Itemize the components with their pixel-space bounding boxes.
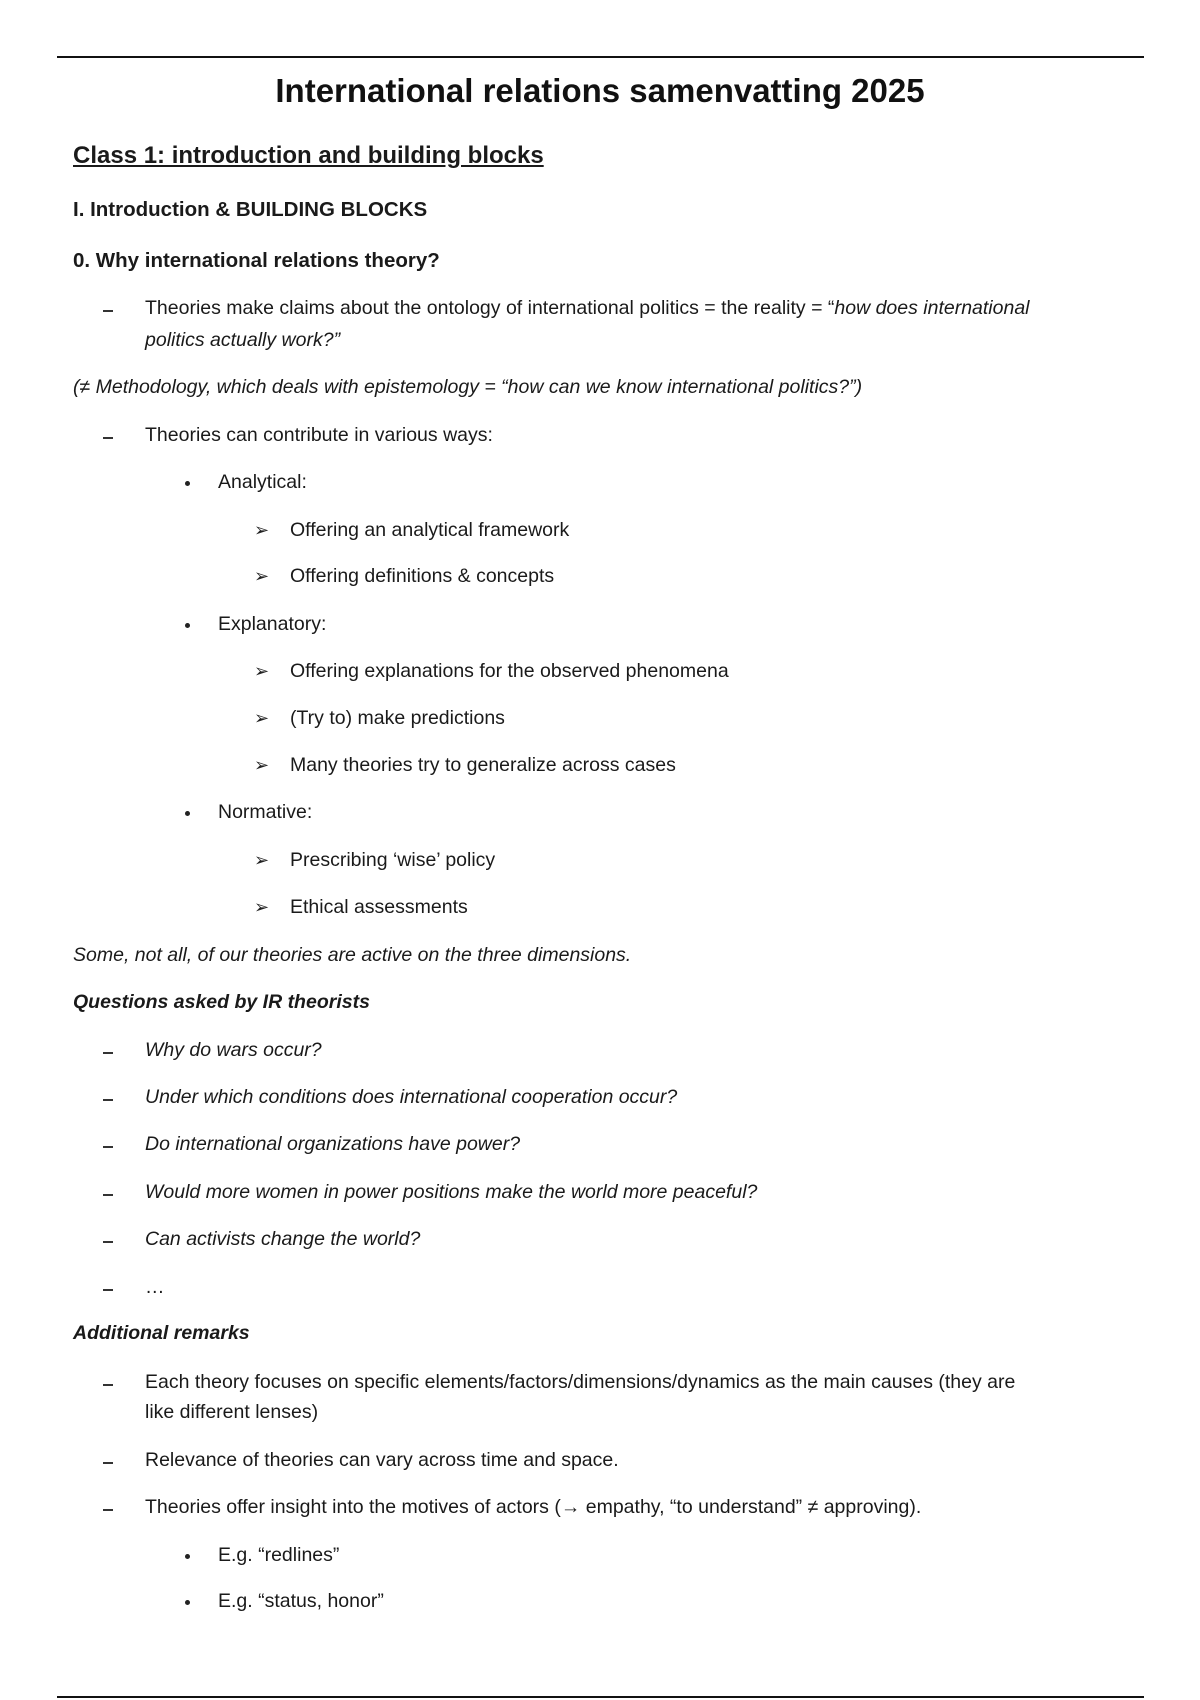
question-item: Why do wars occur?	[145, 1039, 322, 1061]
arrow-bullet-icon: ➢	[254, 708, 270, 728]
arrow-bullet-icon: ➢	[254, 661, 270, 681]
question-item: Would more women in power positions make the world more peaceful?	[145, 1181, 758, 1203]
list-item: (Try to) make predictions	[290, 707, 505, 729]
dimensions-note: Some, not all, of our theories are active on the three dimensions.	[73, 944, 632, 966]
questions-heading: Questions asked by IR theorists	[73, 991, 370, 1013]
dash-bullet-icon	[103, 1384, 113, 1386]
arrow-bullet-icon: ➢	[254, 897, 270, 917]
contribute-intro: Theories can contribute in various ways:	[145, 424, 493, 446]
dot-bullet-icon	[185, 811, 190, 816]
list-item: Offering definitions & concepts	[290, 565, 555, 587]
list-item: Offering explanations for the observed phenomena	[290, 660, 729, 682]
dash-bullet-icon	[103, 310, 113, 312]
dot-bullet-icon	[185, 1600, 190, 1605]
dash-bullet-icon	[103, 1462, 113, 1464]
arrow-bullet-icon: ➢	[254, 566, 270, 586]
dash-bullet-icon	[103, 1146, 113, 1148]
example-item: E.g. “redlines”	[218, 1544, 340, 1566]
list-item: Many theories try to generalize across cases	[290, 754, 676, 776]
dash-bullet-icon	[103, 1052, 113, 1054]
dot-bullet-icon	[185, 481, 190, 486]
dash-bullet-icon	[103, 1509, 113, 1511]
question-item: …	[145, 1276, 165, 1298]
document-title: International relations samenvatting 2025	[275, 72, 925, 109]
dash-bullet-icon	[103, 1194, 113, 1196]
normative-label: Normative:	[218, 801, 313, 823]
list-item: Prescribing ‘wise’ policy	[290, 849, 496, 871]
dash-bullet-icon	[103, 1099, 113, 1101]
example-item: E.g. “status, honor”	[218, 1590, 384, 1612]
explanatory-label: Explanatory:	[218, 613, 327, 635]
dot-bullet-icon	[185, 623, 190, 628]
question-item: Under which conditions does international cooperation occur?	[145, 1086, 678, 1108]
remark-item-line-2: like different lenses)	[145, 1401, 319, 1423]
list-item: Ethical assessments	[290, 896, 468, 918]
section-heading: I. Introduction & BUILDING BLOCKS	[73, 198, 428, 221]
remark-item: Relevance of theories can vary across time and space.	[145, 1449, 619, 1471]
question-item: Can activists change the world?	[145, 1228, 421, 1250]
arrow-bullet-icon: ➢	[254, 520, 270, 540]
arrow-bullet-icon: ➢	[254, 755, 270, 775]
remarks-heading: Additional remarks	[73, 1322, 250, 1344]
dash-bullet-icon	[103, 1241, 113, 1243]
arrow-bullet-icon: ➢	[254, 850, 270, 870]
dash-bullet-icon	[103, 1289, 113, 1291]
dash-bullet-icon	[103, 437, 113, 439]
question-item: Do international organizations have power?	[145, 1133, 521, 1155]
analytical-label: Analytical:	[218, 471, 307, 493]
dot-bullet-icon	[185, 1554, 190, 1559]
top-rule	[57, 56, 1144, 58]
ontology-line-2: politics actually work?”	[145, 329, 341, 351]
class-title: Class 1: introduction and building blocks	[73, 142, 544, 169]
ontology-plain: Theories make claims about the ontology of international politics = the reality = “	[145, 297, 835, 319]
methodology-note: (≠ Methodology, which deals with epistemology = “how can we know international politics?”)	[73, 376, 863, 398]
ontology-italic: how does international	[834, 297, 1030, 319]
bottom-rule	[57, 1696, 1144, 1698]
remark-item: Theories offer insight into the motives of actors (→ empathy, “to understand” ≠ approving).	[145, 1496, 922, 1518]
list-item: Offering an analytical framework	[290, 519, 570, 541]
subsection-heading: 0. Why international relations theory?	[73, 249, 440, 272]
remark-item-line-1: Each theory focuses on specific elements/factors/dimensions/dynamics as the main causes (they are	[145, 1371, 1016, 1393]
ontology-line-1	[145, 293, 1030, 323]
